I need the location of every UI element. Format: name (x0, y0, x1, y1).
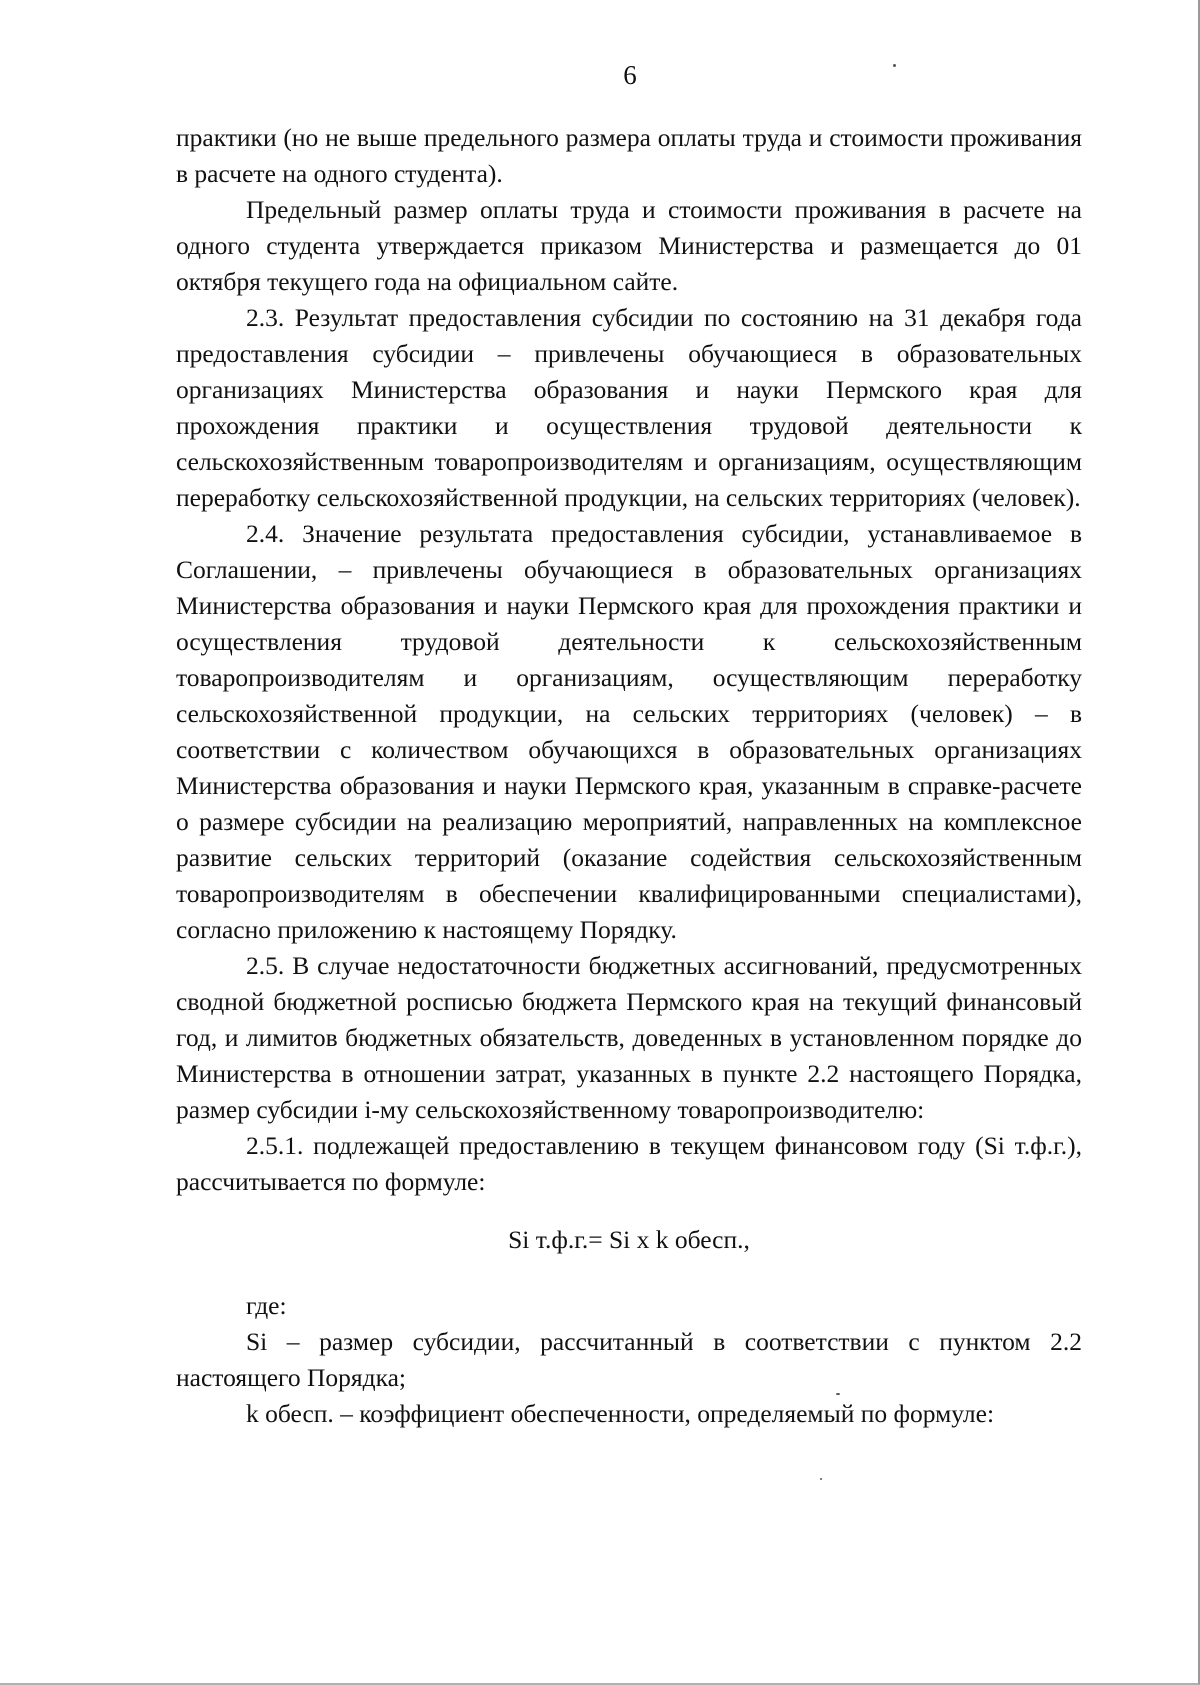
document-body (176, 120, 1082, 1432)
paragraph-2-4: 2.4. Значение результата предоставления субсидии, устанавливаемое в Соглашении, – привлечены обучающиеся в образовательных организациях Министерства образования и науки Пермского края для прохождения практики и осуществления трудовой деятельности к сельскохозяйственным товаропроизводителям и организациям, осуществляющим переработку сельскохозяйственной продукции, на сельских территориях (человек) – в соответствии с количеством обучающихся в образовательных организациях Министерства образования и науки Пермского края, указанным в справке-расчете о размере субсидии на реализацию мероприятий, направленных на комплексное развитие сельских территорий (оказание содействия сельскохозяйственным товаропроизводителям в обеспечении квалифицированными специалистами), согласно приложению к настоящему Порядку. (176, 519, 1082, 944)
scan-speck (836, 1393, 840, 1395)
paragraph-continuation: практики (но не выше предельного размера оплаты труда и стоимости проживания в расчете на одного студента). (176, 123, 1082, 188)
page-number: 6 (623, 60, 637, 90)
paragraph-2-5: 2.5. В случае недостаточности бюджетных ассигнований, предусмотренных сводной бюджетной росписью бюджета Пермского края на текущий финансовый год, и лимитов бюджетных обязательств, доведенных в установленном порядке до Министерства в отношении затрат, указанных в пункте 2.2 настоящего Порядка, размер субсидии i-му сельскохозяйственному товаропроизводителю: (176, 951, 1082, 1124)
scan-speck (820, 1478, 822, 1480)
definition-si: Si – размер субсидии, рассчитанный в соответствии с пунктом 2.2 настоящего Порядка; (176, 1327, 1082, 1392)
paragraph-2-3: 2.3. Результат предоставления субсидии по состоянию на 31 декабря года предоставления субсидии – привлечены обучающиеся в образовательных организациях Министерства образования и науки Пермского края для прохождения практики и осуществления трудовой деятельности к сельскохозяйственным товаропроизводителям и организациям, осуществляющим переработку сельскохозяйственной продукции, на сельских территориях (человек). (176, 303, 1082, 512)
paragraph-limit-size: Предельный размер оплаты труда и стоимости проживания в расчете на одного студента утверждается приказом Министерства и размещается до 01 октября текущего года на официальном сайте. (176, 195, 1082, 296)
scan-speck (893, 64, 896, 67)
where-label: где: (246, 1291, 287, 1320)
formula: Si т.ф.г.= Si x k обесп., (508, 1225, 750, 1254)
paragraph-2-5-1: 2.5.1. подлежащей предоставлению в текущем финансовом году (Si т.ф.г.), рассчитывается по формуле: (176, 1131, 1082, 1196)
definition-k-obesp: k обесп. – коэффициент обеспеченности, определяемый по формуле: (246, 1399, 995, 1428)
